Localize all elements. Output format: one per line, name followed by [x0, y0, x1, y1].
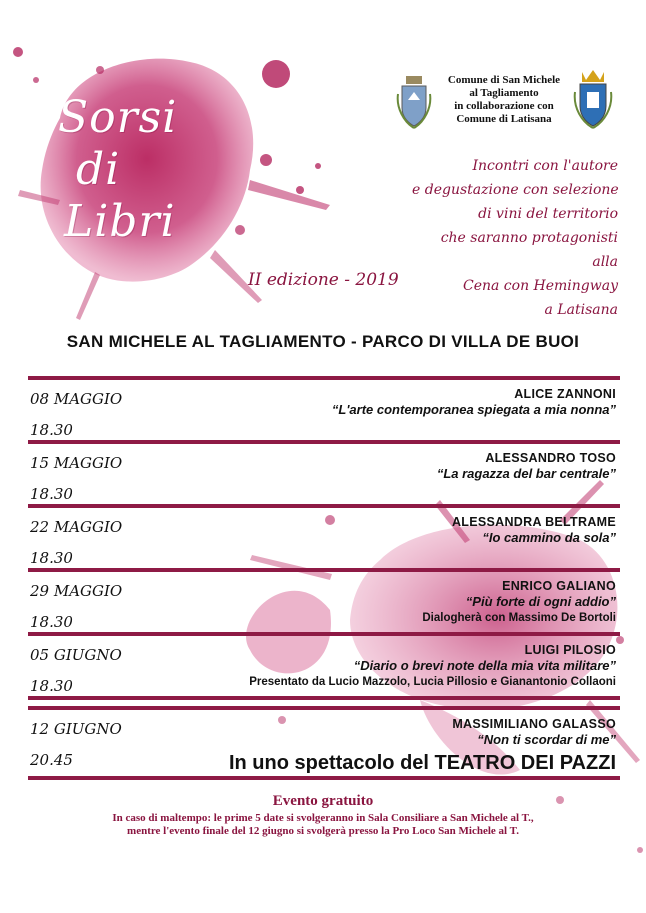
event-book-title: “Io cammino da sola” [482, 530, 616, 545]
coat-of-arms-latisana-icon [572, 68, 614, 130]
title-line-libri: Libri [64, 196, 176, 247]
organizer-line: Comune di Latisana [456, 113, 552, 125]
event-note: Dialogherà con Massimo De Bortoli [422, 612, 616, 624]
event-author: ALESSANDRA BELTRAME [451, 515, 616, 529]
event-time: 18.30 [30, 549, 73, 567]
event-row [28, 380, 620, 440]
tagline-line: di vini del territorio [478, 206, 618, 222]
event-details [332, 386, 616, 418]
tagline-line [412, 250, 618, 298]
event-time: 18.30 [30, 677, 73, 695]
venue-heading: SAN MICHELE AL TAGLIAMENTO - PARCO DI VILLA DE BUOI [66, 332, 580, 351]
event-row [28, 572, 620, 632]
event-time: 18.30 [30, 485, 73, 503]
event-time: 20.45 [30, 751, 73, 769]
event-author: ALICE ZANNONI [514, 387, 616, 401]
event-row [28, 508, 620, 568]
organizer-line: Comune di San Michele [447, 74, 561, 86]
event-author: MASSIMILIANO GALASSO [452, 717, 616, 731]
divider [28, 776, 620, 780]
event-author: ENRICO GALIANO [502, 579, 616, 593]
event-date: 08 MAGGIO [30, 390, 123, 408]
tagline-line: che saranno protagonisti [440, 230, 618, 246]
event-date: 15 MAGGIO [30, 454, 123, 472]
tagline-line: e degustazione con selezione [412, 182, 619, 198]
event-details [229, 716, 616, 776]
poster-title [58, 92, 228, 248]
event-details [249, 642, 616, 690]
event-row [28, 710, 620, 776]
title-line-di: di [76, 144, 121, 195]
tagline-prefix: alla [592, 254, 618, 270]
event-date: 12 GIUGNO [30, 720, 122, 738]
coat-of-arms-san-michele-icon [396, 74, 432, 130]
event-details [422, 578, 616, 626]
weather-notice [0, 812, 646, 838]
event-time: 18.30 [30, 421, 73, 439]
tagline-line: Incontri con l'autore [472, 158, 618, 174]
event-row [28, 444, 620, 504]
event-book-title: “L'arte contemporanea spiegata a mia nonna” [331, 402, 616, 417]
free-event-label: Evento gratuito [272, 793, 374, 809]
event-time: 18.30 [30, 613, 73, 631]
edition-label: II edizione - 2019 [248, 270, 399, 290]
event-book-title: “Diario o brevi note della mia vita militare” [353, 658, 616, 673]
event-author: ALESSANDRO TOSO [485, 451, 616, 465]
event-book-title: “La ragazza del bar centrale” [436, 466, 616, 481]
organizer-line: in collaborazione con [454, 100, 554, 112]
event-book-title: “Non ti scordar di me” [477, 732, 616, 747]
weather-notice-line: In caso di maltempo: le prime 5 date si svolgeranno in Sala Consiliare a San Michele al T., [112, 812, 534, 824]
tagline-line: a Latisana [544, 302, 618, 318]
event-details [452, 514, 616, 546]
event-date: 05 GIUGNO [30, 646, 122, 664]
tagline [412, 154, 618, 322]
organizer-block [438, 74, 570, 126]
event-book-title: “Più forte di ogni addio” [465, 594, 616, 609]
event-author: LUIGI PILOSIO [524, 643, 616, 657]
event-highlight: In uno spettacolo del TEATRO DEI PAZZI [228, 752, 616, 774]
divider [28, 696, 620, 700]
event-details [437, 450, 616, 482]
event-note: Presentato da Lucio Mazzolo, Lucia Pillosio e Gianantonio Collaoni [249, 676, 616, 688]
event-date: 22 MAGGIO [30, 518, 123, 536]
organizer-line: al Tagliamento [469, 87, 539, 99]
event-date: 29 MAGGIO [30, 582, 123, 600]
weather-notice-line: mentre l'evento finale del 12 giugno si svolgerà presso la Pro Loco San Michele al T. [127, 825, 519, 837]
title-line-sorsi: Sorsi [58, 92, 178, 143]
event-row [28, 636, 620, 696]
tagline-emphasis: Cena con Hemingway [462, 278, 618, 294]
event-schedule [28, 376, 620, 780]
